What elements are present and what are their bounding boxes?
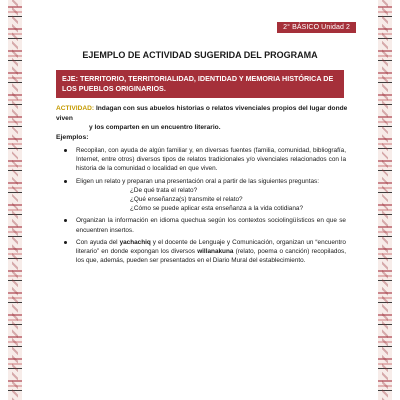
list-item-text-c: y el docente de Lenguaje y Comunicación, organizan un “encuentro literario” en donde expongan los diversos xyxy=(76,238,346,256)
eje-banner: EJE: TERRITORIO, TERRITORIALIDAD, IDENTIDAD Y MEMORIA HISTÓRICA DE LOS PUEBLOS ORIGINARIOS. xyxy=(56,70,344,98)
list-item-text-a: Con ayuda del xyxy=(76,238,120,246)
activity-label: ACTIVIDAD: xyxy=(56,105,95,112)
bullet-icon xyxy=(64,149,67,152)
list-item xyxy=(62,177,346,214)
page-title: EJEMPLO DE ACTIVIDAD SUGERIDA DEL PROGRAMA xyxy=(82,50,318,60)
activity-text-line2: y los comparten en un encuentro literario. xyxy=(89,124,221,131)
question-1: ¿De qué trata el relato? xyxy=(130,186,198,194)
list-item xyxy=(62,216,346,234)
question-2: ¿Qué enseñanza(s) transmite el relato? xyxy=(130,196,243,204)
decorative-border-right xyxy=(378,0,392,400)
term-yachachiq: yachachiq xyxy=(119,238,151,246)
bullet-icon xyxy=(64,180,67,183)
list-item xyxy=(62,238,346,266)
list-item-text: Eligen un relato y preparan una presentación oral a partir de las siguientes preguntas: xyxy=(76,177,319,185)
bullet-icon xyxy=(64,219,67,222)
list-item-text-e: (relato, poema o canción) recopilados, los que, además, pueden ser presentados en el Diario Mural del establecimiento. xyxy=(76,248,346,265)
activity-statement xyxy=(56,104,348,133)
list-item-text: Organizan la información en idioma quechua según los contextos sociolingüísticos en que se encuentren insertos. xyxy=(76,217,346,234)
list-item-text: Recopilan, con ayuda de algún familiar y, en diversas fuentes (familia, comunidad, bibliografía, Internet, entre otros) diversos tipos de relatos tradicionales y/o vivenciales relacionados con la historia de la comunidad o localidad en que viven. xyxy=(76,147,346,173)
grade-unit-badge: 2° BÁSICO Unidad 2 xyxy=(277,22,356,33)
activity-text-line1: Indagan con sus abuelos historias o relatos vivenciales propios del lugar donde viven xyxy=(56,105,348,122)
decorative-border-left xyxy=(8,0,22,400)
list-item xyxy=(62,146,346,174)
bullet-icon xyxy=(64,241,67,244)
question-3: ¿Cómo se puede aplicar esta enseñanza a la vida cotidiana? xyxy=(130,205,304,213)
examples-list xyxy=(62,146,346,268)
examples-heading: Ejemplos: xyxy=(56,134,89,141)
term-willanakuna: willanakuna xyxy=(197,248,234,256)
